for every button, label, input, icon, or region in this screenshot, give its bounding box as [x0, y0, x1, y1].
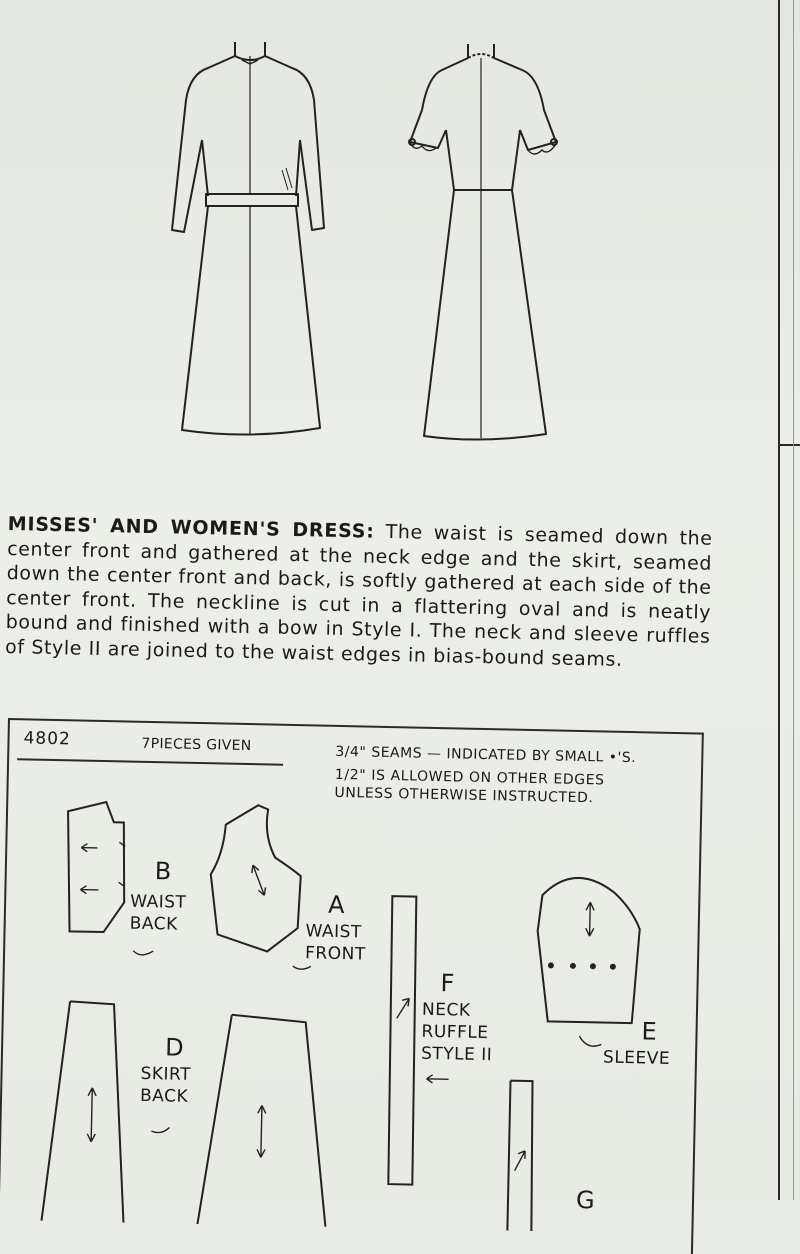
dress-style-i-back-view: [172, 42, 324, 435]
dress-illustrations: [150, 30, 590, 450]
column-rule-tick: [780, 444, 800, 446]
piece-d-label-line1: SKIRT: [140, 1063, 192, 1085]
dress-style-ii-back-view: [409, 44, 557, 440]
piece-f-letter: F: [440, 969, 455, 998]
page-edge: [793, 0, 794, 1200]
piece-a-letter: A: [327, 890, 345, 920]
piece-d-skirt-back: [41, 1001, 172, 1224]
piece-d-label-line2: BACK: [139, 1085, 189, 1107]
piece-a-label-line1: WAIST: [305, 921, 362, 943]
piece-e-letter: E: [641, 1017, 658, 1046]
pieces-given: 7PIECES GIVEN: [141, 735, 252, 755]
piece-f-label-line1: NECK: [421, 999, 471, 1021]
pattern-pieces-diagram: [0, 720, 702, 1234]
piece-g-strip: [507, 1081, 534, 1231]
piece-d-letter: D: [164, 1033, 184, 1062]
column-rule: [778, 0, 780, 1200]
piece-f-label-line2: RUFFLE: [421, 1021, 489, 1044]
piece-a-waist-front: [209, 804, 314, 969]
piece-b-letter: B: [154, 857, 172, 886]
pattern-pieces-box: [0, 718, 704, 1254]
piece-f-label-line3: STYLE II: [420, 1043, 493, 1066]
description-heading: MISSES' AND WOMEN'S DRESS:: [7, 512, 375, 543]
piece-g-letter: G: [575, 1186, 595, 1215]
dress-description: [5, 512, 713, 674]
piece-b-label-line2: BACK: [129, 913, 178, 935]
piece-b-label-line1: WAIST: [129, 891, 187, 913]
piece-e-label-line1: SLEEVE: [602, 1047, 671, 1069]
instruction-note: UNLESS OTHERWISE INSTRUCTED.: [334, 784, 594, 807]
piece-a-label-line2: FRONT: [304, 943, 366, 965]
seam-allowance-note: 3/4" SEAMS — INDICATED BY SMALL •'S.: [335, 743, 637, 767]
edge-allowance-note: 1/2" IS ALLOWED ON OTHER EDGES: [334, 766, 605, 789]
piece-skirt-front: [197, 1014, 329, 1227]
pattern-number: 4802: [23, 728, 72, 750]
description-body: The waist is seamed down the center front and gathered at the neck edge and the skirt, seamed down the center front and back, is softly gathered at each side of the center front. The neckline is cut in a flattering oval and is neatly bound and finished with a bow in Style I. The neck and sleeve ruffles of Style II are joined to the waist edges in bias-bound seams.: [4, 520, 713, 671]
piece-e-sleeve: [535, 877, 640, 1047]
